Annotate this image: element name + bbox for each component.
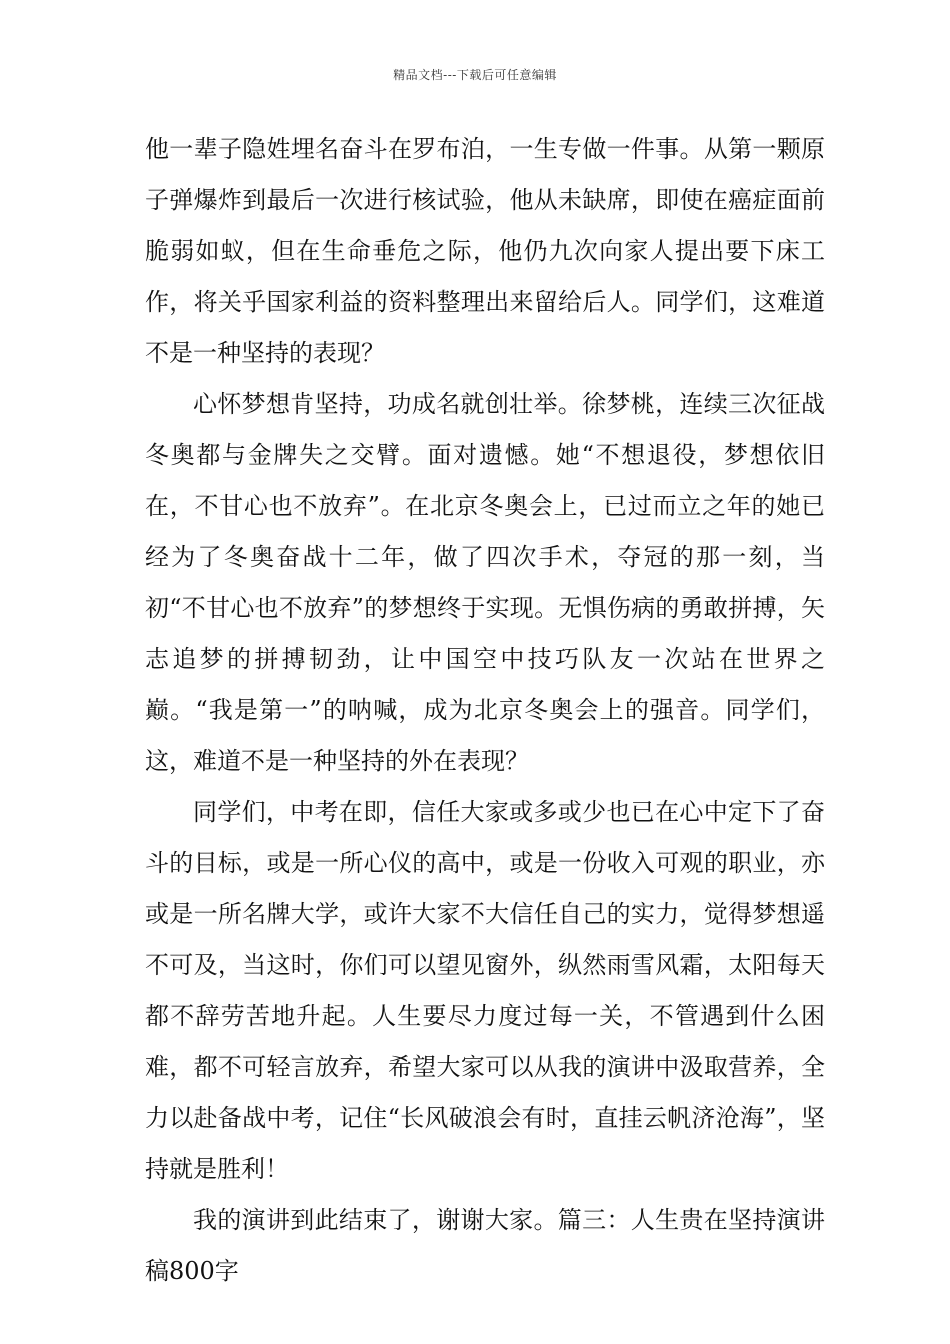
paragraph-3: 同学们，中考在即，信任大家或多或少也已在心中定下了奋斗的目标，或是一所心仪的高中，或是一份收入可观的职业，亦或是一所名牌大学，或许大家不大信任自己的实力，觉得梦想遥不可及，当这时，你们可以望见窗外，纵然雨雪风霜，太阳每天都不辞劳苦地升起。人生要尽力度过每一关，不管遇到什么困难，都不可轻言放弃，希望大家可以从我的演讲中汲取营养，全力以赴备战中考，记住“长风破浪会有时，直挂云帆济沧海”，坚持就是胜利！ (145, 798, 825, 1183)
paragraph-4: 我的演讲到此结束了，谢谢大家。篇三：人生贵在坚持演讲稿800字 (145, 1206, 825, 1285)
page-header: 精品文档---下载后可任意编辑 (393, 68, 557, 82)
document-body (145, 124, 825, 1297)
paragraph-2: 心怀梦想肯坚持，功成名就创壮举。徐梦桃，连续三次征战冬奥都与金牌失之交臂。面对遗憾。她“不想退役，梦想依旧在，不甘心也不放弃”。在北京冬奥会上，已过而立之年的她已经为了冬奥奋战十二年，做了四次手术，夺冠的那一刻，当初“不甘心也不放弃”的梦想终于实现。无惧伤病的勇敢拼搏，矢志追梦的拼搏韧劲，让中国空中技巧队友一次站在世界之巅。“我是第一”的呐喊，成为北京冬奥会上的强音。同学们，这，难道不是一种坚持的外在表现？ (145, 390, 825, 775)
paragraph-1: 他一辈子隐姓埋名奋斗在罗布泊，一生专做一件事。从第一颗原子弹爆炸到最后一次进行核试验，他从未缺席，即使在癌症面前脆弱如蚁，但在生命垂危之际，他仍九次向家人提出要下床工作，将关乎国家利益的资料整理出来留给后人。同学们，这难道不是一种坚持的表现？ (145, 135, 825, 367)
